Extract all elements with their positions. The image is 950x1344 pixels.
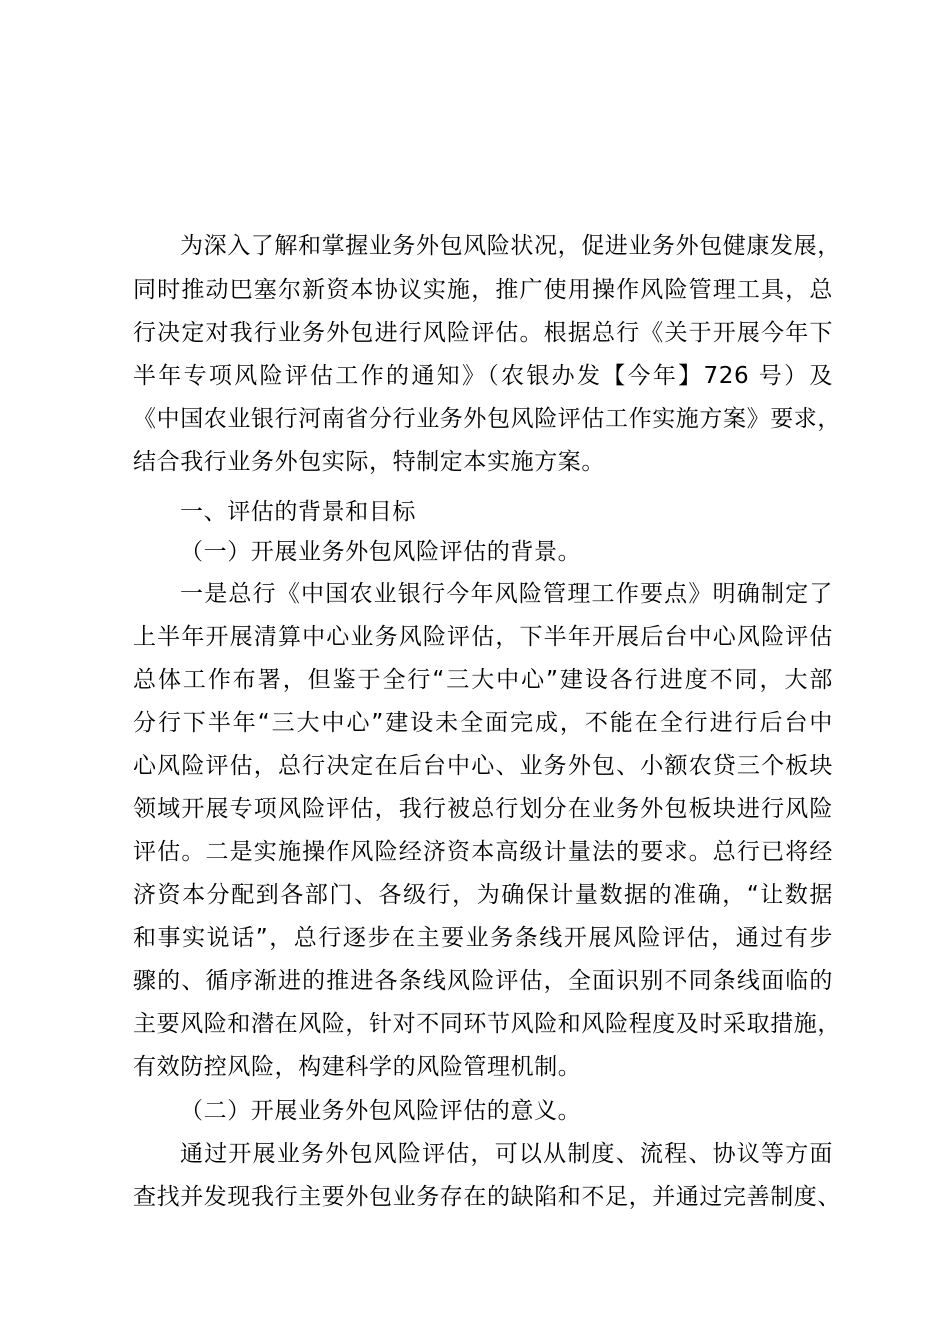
paragraph-line: 骤的、循序渐进的推进各条线风险评估，全面识别不同条线面临的 [133, 968, 833, 994]
paragraph-line: 结合我行业务外包实际，特制定本实施方案。 [133, 449, 605, 475]
paragraph-line: 行决定对我行业务外包进行风险评估。根据总行《关于开展今年下 [133, 320, 833, 346]
paragraph-line: 查找并发现我行主要外包业务存在的缺陷和不足，并通过完善制度、 [133, 1184, 841, 1210]
paragraph-line: 分行下半年“三大中心”建设未全面完成，不能在全行进行后台中 [133, 710, 833, 736]
subsection-heading: （一）开展业务外包风险评估的背景。 [180, 539, 582, 565]
paragraph-line: 《中国农业银行河南省分行业务外包风险评估工作实施方案》要求， [133, 406, 841, 432]
paragraph-line: 上半年开展清算中心业务风险评估，下半年开展后台中心风险评估 [133, 624, 833, 650]
paragraph-line: 济资本分配到各部门、各级行，为确保计量数据的准确，“让数据 [133, 882, 833, 908]
paragraph-line: 主要风险和潜在风险，针对不同环节风险和风险程度及时采取措施， [133, 1011, 841, 1037]
paragraph-line: 总体工作布署，但鉴于全行“三大中心”建设各行进度不同，大部 [133, 667, 833, 693]
subsection-heading: （二）开展业务外包风险评估的意义。 [180, 1098, 582, 1124]
paragraph-line: 半年专项风险评估工作的通知》（农银办发【今年】726 号）及 [133, 363, 833, 389]
paragraph-line: 为深入了解和掌握业务外包风险状况，促进业务外包健康发展， [180, 233, 841, 259]
paragraph-line: 同时推动巴塞尔新资本协议实施，推广使用操作风险管理工具，总 [133, 277, 833, 303]
paragraph-line: 心风险评估，总行决定在后台中心、业务外包、小额农贷三个板块 [133, 753, 833, 779]
paragraph-line: 领域开展专项风险评估，我行被总行划分在业务外包板块进行风险 [133, 796, 833, 822]
section-heading: 一、评估的背景和目标 [180, 499, 416, 525]
paragraph-line: 有效防控风险，构建科学的风险管理机制。 [133, 1054, 582, 1080]
paragraph-line: 一是总行《中国农业银行今年风险管理工作要点》明确制定了 [180, 581, 833, 607]
paragraph-line: 和事实说话”，总行逐步在主要业务条线开展风险评估，通过有步 [133, 925, 833, 951]
paragraph-line: 评估。二是实施操作风险经济资本高级计量法的要求。总行已将经 [133, 839, 833, 865]
paragraph-line: 通过开展业务外包风险评估，可以从制度、流程、协议等方面 [180, 1141, 833, 1167]
